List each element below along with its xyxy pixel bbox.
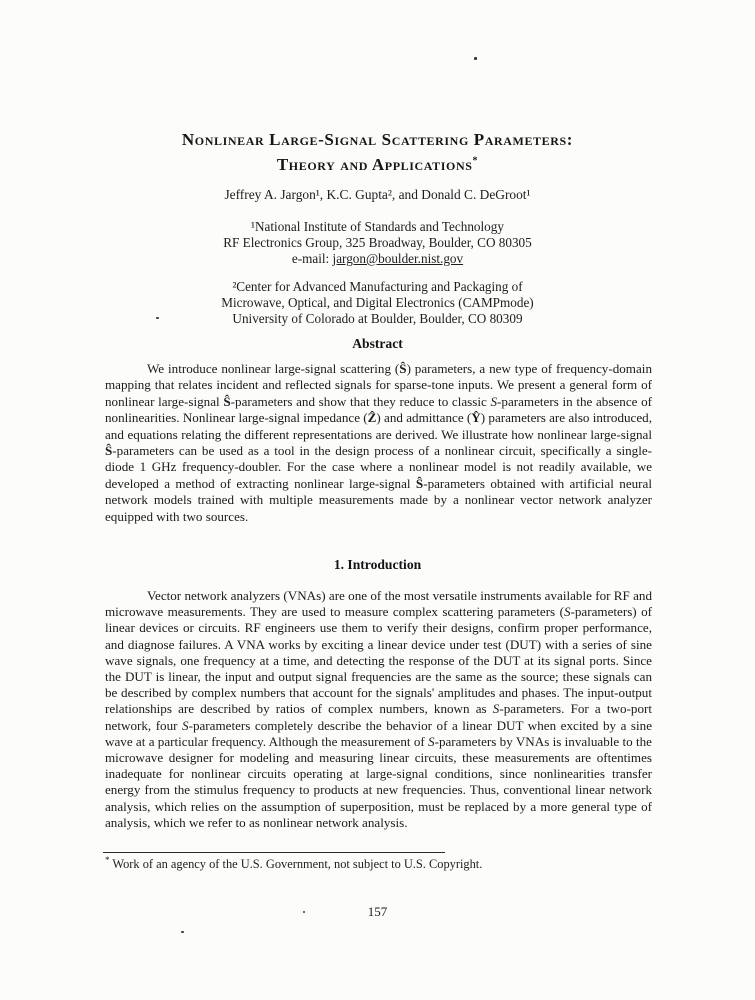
abstract-paragraph: We introduce nonlinear large-signal scattering (Ŝ) parameters, a new type of frequency-domain mapping that relates incident and reflected signals for sparse-tone inputs. We present a general form of nonlinear large-signal Ŝ-parameters and show that they reduce to classic S-parameters in the absence of nonlinearities. Nonlinear large-signal impedance (Ẑ) and admittance (Ŷ) parameters are also introduced, and equations relating the different representations are derived. We illustrate how nonlinear large-signal Ŝ-parameters can be used as a tool in the design process of a nonlinear circuit, specifically a single-diode 1 GHz frequency-doubler. For the case where a nonlinear model is not readily available, we developed a method of extracting nonlinear large-signal Ŝ-parameters obtained with artificial neural network models trained with multiple measurements made by a nonlinear vector network analyzer equipped with two sources. (105, 361, 653, 524)
footnote-separator (103, 852, 445, 853)
affiliation-nist-line1: ¹National Institute of Standards and Technology (251, 219, 504, 234)
abstract-heading: Abstract (352, 336, 403, 351)
scan-speck (181, 931, 184, 933)
affiliation-colorado-line2: Microwave, Optical, and Digital Electronics (CAMPmode) (221, 295, 534, 310)
introduction-paragraph: Vector network analyzers (VNAs) are one of the most versatile instruments available for RF and microwave measurements. They are used to measure complex scattering parameters (S-parameters) of linear devices or circuits. RF engineers use them to verify their designs, confirm proper performance, and diagnose failures. A VNA works by exciting a linear device under test (DUT) with a series of sine wave signals, one frequency at a time, and detecting the response of the DUT at its signal ports. Since the DUT is linear, the input and output signal frequencies are the same as the source; these signals can be described by complex numbers that account for the signals' amplitudes and phases. The input-output relationships are described by ratios of complex numbers, known as S-parameters. For a two-port network, four S-parameters completely describe the behavior of a linear DUT when excited by a sine wave at a particular frequency. Although the measurement of S-parameters by VNAs is invaluable to the microwave designer for modeling and measuring linear circuits, these measurements are oftentimes inadequate for nonlinear circuits operating at large-signal conditions, since nonlinearities transfer energy from the stimulus frequency to products at new frequencies. Thus, conventional linear network analysis, which relies on the assumption of superposition, must be replaced by a more general type of analysis, which we refer to as nonlinear network analysis. (105, 588, 653, 830)
author-line: Jeffrey A. Jargon¹, K.C. Gupta², and Donald C. DeGroot¹ (224, 187, 531, 202)
affiliation-nist-email-line (0, 251, 755, 267)
affiliation-colorado-line3: University of Colorado at Boulder, Boulder, CO 80309 (232, 311, 523, 326)
introduction-heading: 1. Introduction (333, 557, 422, 572)
affiliation-colorado (0, 279, 755, 327)
affiliation-nist-line2: RF Electronics Group, 325 Broadway, Boulder, CO 80305 (223, 235, 532, 250)
footnote (105, 854, 652, 872)
footnote-marker: * (105, 854, 110, 865)
title-line2: Theory and Applications (276, 155, 473, 174)
paper-title (0, 127, 755, 177)
page-number: 157 (367, 904, 388, 919)
email-label: e-mail: (291, 251, 333, 266)
scan-speck (474, 57, 477, 60)
title-line1: Nonlinear Large-Signal Scattering Parameters: (181, 130, 574, 149)
footnote-text: Work of an agency of the U.S. Government, not subject to U.S. Copyright. (112, 857, 483, 871)
email-link[interactable]: jargon@boulder.nist.gov (332, 251, 464, 266)
title-footnote-marker: * (472, 155, 479, 167)
affiliation-colorado-line1: ²Center for Advanced Manufacturing and Packaging of (232, 279, 523, 294)
affiliation-nist (0, 219, 755, 267)
